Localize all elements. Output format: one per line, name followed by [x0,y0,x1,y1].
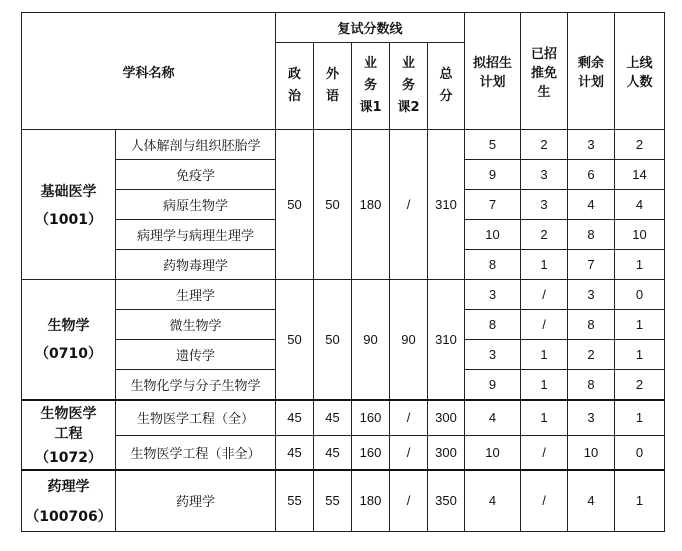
header-course1: 业 务 课1 [352,43,390,130]
qualified-cell: 10 [615,220,665,250]
admitted-cell: / [521,310,568,340]
plan-cell: 4 [465,470,521,532]
admitted-cell: / [521,470,568,532]
qualified-cell: 1 [615,340,665,370]
remaining-cell: 4 [568,470,615,532]
admitted-cell: 2 [521,130,568,160]
header-subject: 学科名称 [22,13,276,130]
table-row [22,436,665,470]
language-cell: 45 [314,436,352,470]
group-name: 基础医学 （1001） [22,130,116,280]
group-name: 生物学 （0710） [22,280,116,400]
qualified-cell: 0 [615,436,665,470]
subject-cell: 病原生物学 [116,190,276,220]
language-cell: 55 [314,470,352,532]
remaining-cell: 3 [568,130,615,160]
course2-cell: / [390,400,428,436]
qualified-cell: 1 [615,310,665,340]
plan-cell: 9 [465,160,521,190]
table-row [22,280,665,310]
course1-cell: 90 [352,280,390,400]
qualified-cell: 14 [615,160,665,190]
total-cell: 300 [428,400,465,436]
admitted-cell: 2 [521,220,568,250]
course1-cell: 180 [352,130,390,280]
header-total: 总 分 [428,43,465,130]
admitted-cell: 3 [521,160,568,190]
qualified-cell: 1 [615,250,665,280]
subject-cell: 病理学与病理生理学 [116,220,276,250]
admitted-cell: 1 [521,250,568,280]
remaining-cell: 10 [568,436,615,470]
header-politics: 政 治 [276,43,314,130]
subject-cell: 生物医学工程（全） [116,400,276,436]
total-cell: 310 [428,130,465,280]
plan-cell: 9 [465,370,521,400]
subject-cell: 生物化学与分子生物学 [116,370,276,400]
plan-cell: 10 [465,220,521,250]
remaining-cell: 8 [568,310,615,340]
remaining-cell: 8 [568,220,615,250]
language-cell: 50 [314,280,352,400]
politics-cell: 45 [276,436,314,470]
qualified-cell: 2 [615,370,665,400]
plan-cell: 8 [465,250,521,280]
remaining-cell: 6 [568,160,615,190]
admitted-cell: 3 [521,190,568,220]
table-row [22,130,665,160]
plan-cell: 3 [465,340,521,370]
course1-cell: 160 [352,400,390,436]
plan-cell: 7 [465,190,521,220]
course2-cell: / [390,130,428,280]
header-course2: 业 务 课2 [390,43,428,130]
table-row [22,400,665,436]
plan-cell: 3 [465,280,521,310]
remaining-cell: 3 [568,280,615,310]
header-language: 外 语 [314,43,352,130]
admitted-cell: 1 [521,370,568,400]
qualified-cell: 4 [615,190,665,220]
remaining-cell: 2 [568,340,615,370]
total-cell: 300 [428,436,465,470]
remaining-cell: 8 [568,370,615,400]
subject-cell: 免疫学 [116,160,276,190]
admitted-cell: 1 [521,400,568,436]
politics-cell: 50 [276,130,314,280]
course2-cell: / [390,470,428,532]
subject-cell: 药物毒理学 [116,250,276,280]
qualified-cell: 1 [615,400,665,436]
qualified-cell: 0 [615,280,665,310]
language-cell: 45 [314,400,352,436]
subject-cell: 生物医学工程（非全） [116,436,276,470]
qualified-cell: 2 [615,130,665,160]
subject-cell: 人体解剖与组织胚胎学 [116,130,276,160]
header-admitted: 已招 推免 生 [521,13,568,130]
group-name: 药理学 （100706） [22,470,116,532]
header-retest-line: 复试分数线 [276,13,465,43]
header-remaining: 剩余 计划 [568,13,615,130]
subject-cell: 遗传学 [116,340,276,370]
remaining-cell: 7 [568,250,615,280]
qualified-cell: 1 [615,470,665,532]
politics-cell: 50 [276,280,314,400]
admission-score-table [21,12,665,532]
politics-cell: 55 [276,470,314,532]
header-qualified: 上线 人数 [615,13,665,130]
plan-cell: 4 [465,400,521,436]
header-plan: 拟招生 计划 [465,13,521,130]
course1-cell: 160 [352,436,390,470]
subject-cell: 药理学 [116,470,276,532]
total-cell: 350 [428,470,465,532]
language-cell: 50 [314,130,352,280]
subject-cell: 生理学 [116,280,276,310]
group-name: 生物医学 工程 （1072） [22,400,116,470]
plan-cell: 5 [465,130,521,160]
table-row [22,470,665,532]
subject-cell: 微生物学 [116,310,276,340]
politics-cell: 45 [276,400,314,436]
remaining-cell: 4 [568,190,615,220]
plan-cell: 8 [465,310,521,340]
admitted-cell: / [521,280,568,310]
course1-cell: 180 [352,470,390,532]
course2-cell: / [390,436,428,470]
remaining-cell: 3 [568,400,615,436]
total-cell: 310 [428,280,465,400]
course2-cell: 90 [390,280,428,400]
plan-cell: 10 [465,436,521,470]
admitted-cell: / [521,436,568,470]
admitted-cell: 1 [521,340,568,370]
